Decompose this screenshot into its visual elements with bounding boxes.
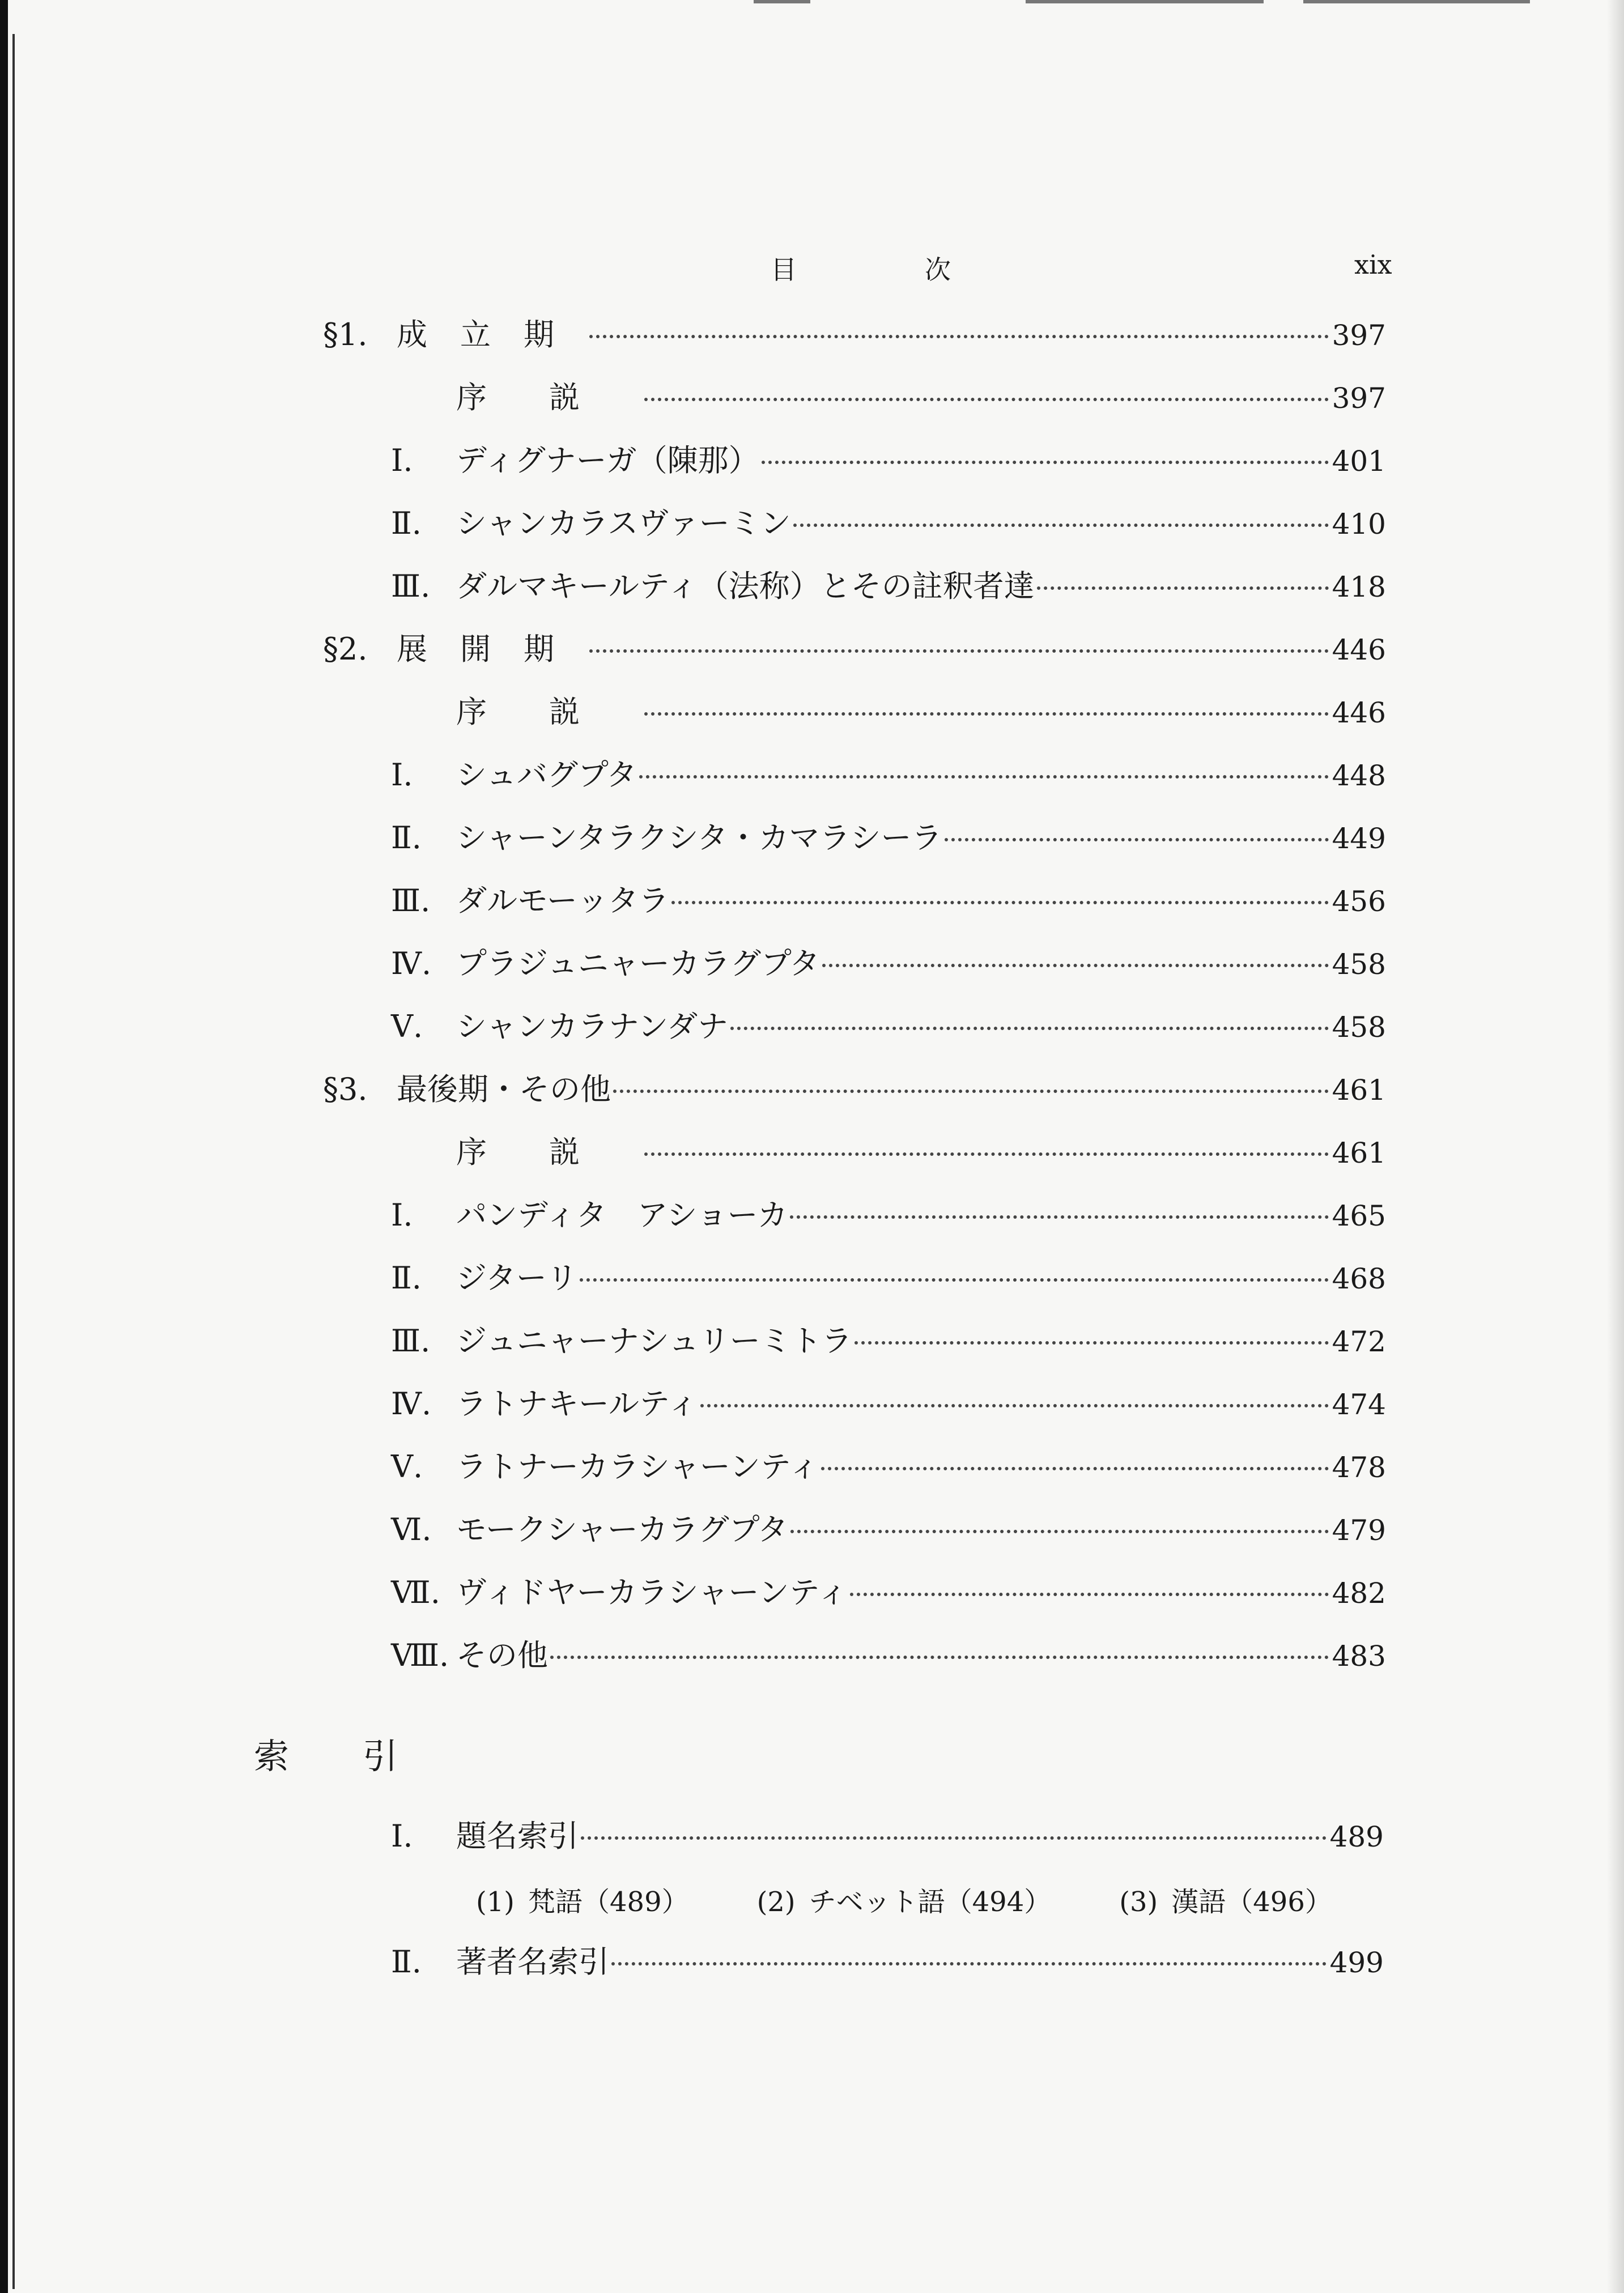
toc-page-number: 461 bbox=[1332, 1074, 1386, 1107]
toc-number: Ⅳ. bbox=[391, 946, 432, 981]
toc-page-number: 465 bbox=[1332, 1199, 1386, 1232]
toc-page-number: 410 bbox=[1332, 508, 1386, 541]
top-mark bbox=[1026, 0, 1264, 3]
toc-page-number: 483 bbox=[1332, 1640, 1386, 1673]
index-subitem[interactable] bbox=[476, 1880, 689, 1919]
subitem-number: (3) bbox=[1119, 1886, 1158, 1918]
toc-number: §2. bbox=[323, 631, 368, 667]
toc-number: Ⅱ. bbox=[391, 1944, 422, 1980]
toc-label: 著者名索引 bbox=[456, 1944, 609, 1980]
toc-row[interactable] bbox=[391, 499, 1386, 543]
dot-leader bbox=[790, 1215, 1328, 1219]
toc-label: シュバグプタ bbox=[456, 757, 637, 793]
toc-page-number: 401 bbox=[1332, 445, 1386, 478]
toc-page-number: 499 bbox=[1329, 1946, 1384, 1979]
toc-row[interactable] bbox=[391, 1254, 1386, 1297]
toc-row[interactable] bbox=[391, 1938, 1384, 1981]
toc-row[interactable] bbox=[391, 436, 1386, 480]
toc-number: Ⅶ. bbox=[391, 1575, 440, 1610]
dot-leader bbox=[790, 1530, 1329, 1533]
toc-number: Ⅳ. bbox=[391, 1386, 432, 1422]
toc-row[interactable] bbox=[391, 814, 1386, 857]
toc-row[interactable] bbox=[391, 1568, 1386, 1612]
toc-page-number: 446 bbox=[1332, 696, 1386, 729]
dot-leader bbox=[611, 1962, 1327, 1966]
dot-leader bbox=[613, 1090, 1329, 1093]
toc-label: プラジュニャーカラグプタ bbox=[456, 946, 820, 981]
toc-page-number: 458 bbox=[1332, 1011, 1386, 1044]
top-mark bbox=[754, 0, 810, 3]
toc-page-number: 418 bbox=[1332, 571, 1386, 603]
toc-label: 序説 bbox=[456, 380, 642, 415]
toc-label: シャンカラナンダナ bbox=[456, 1009, 729, 1044]
dot-leader bbox=[581, 1836, 1327, 1840]
dot-leader bbox=[550, 1656, 1329, 1659]
toc-label: モークシャーカラグプタ bbox=[456, 1512, 788, 1547]
toc-row[interactable] bbox=[391, 1505, 1386, 1549]
toc-number: Ⅱ. bbox=[391, 1260, 422, 1296]
subitem-label: チベット語（494） bbox=[809, 1886, 1052, 1918]
toc-page-number: 456 bbox=[1332, 885, 1386, 918]
dot-leader bbox=[822, 964, 1329, 967]
dot-leader bbox=[639, 775, 1328, 778]
toc-number: Ⅰ. bbox=[391, 1197, 413, 1233]
page-edge-line bbox=[12, 34, 15, 2289]
dot-leader bbox=[1037, 586, 1329, 590]
dot-leader bbox=[730, 1027, 1329, 1030]
dot-leader bbox=[589, 649, 1329, 653]
subitem-label: 梵語（489） bbox=[528, 1886, 689, 1918]
toc-number: Ⅲ. bbox=[391, 568, 431, 604]
dot-leader bbox=[700, 1404, 1329, 1407]
index-heading-char: 索 bbox=[254, 1735, 290, 1777]
toc-number: Ⅰ. bbox=[391, 1818, 413, 1854]
toc-row[interactable] bbox=[391, 939, 1386, 983]
toc-row[interactable] bbox=[391, 751, 1386, 794]
toc-label: ヴィドヤーカラシャーンティ bbox=[456, 1575, 848, 1610]
toc-row[interactable] bbox=[391, 562, 1386, 606]
page-edge bbox=[0, 0, 8, 2293]
toc-row[interactable] bbox=[323, 1065, 1386, 1109]
index-heading-char: 引 bbox=[363, 1735, 398, 1777]
toc-row[interactable] bbox=[391, 1191, 1386, 1235]
toc-page-number: 449 bbox=[1332, 822, 1386, 855]
toc-row[interactable] bbox=[391, 373, 1386, 417]
toc-label: その他 bbox=[456, 1637, 548, 1673]
toc-number: Ⅲ. bbox=[391, 1323, 431, 1359]
dot-leader bbox=[580, 1278, 1329, 1282]
toc-label: 成立期 bbox=[397, 317, 587, 352]
subitem-number: (1) bbox=[476, 1886, 515, 1918]
toc-number: Ⅴ. bbox=[391, 1009, 423, 1044]
dot-leader bbox=[850, 1593, 1328, 1596]
toc-row[interactable] bbox=[391, 688, 1386, 731]
index-heading bbox=[254, 1728, 471, 1779]
index-subitem[interactable] bbox=[1119, 1880, 1332, 1919]
dot-leader bbox=[945, 838, 1329, 841]
toc-label: シャンカラスヴァーミン bbox=[456, 505, 791, 541]
toc-page-number: 474 bbox=[1332, 1388, 1386, 1421]
toc-row[interactable] bbox=[391, 1812, 1384, 1856]
toc-label: ダルモーッタラ bbox=[456, 883, 669, 918]
running-title: 目 次 bbox=[771, 254, 1002, 285]
toc-page-number: 468 bbox=[1332, 1262, 1386, 1295]
toc-label: ラトナキールティ bbox=[456, 1386, 698, 1422]
toc-page-number: 489 bbox=[1329, 1820, 1384, 1853]
dot-leader bbox=[589, 335, 1329, 338]
toc-page-number: 479 bbox=[1332, 1514, 1386, 1547]
dot-leader bbox=[644, 712, 1329, 716]
toc-page-number: 446 bbox=[1332, 633, 1386, 666]
dot-leader bbox=[854, 1341, 1329, 1345]
toc-row[interactable] bbox=[391, 1631, 1386, 1675]
dot-leader bbox=[821, 1467, 1328, 1470]
toc-label: 序説 bbox=[456, 694, 642, 730]
toc-label: パンディタ アショーカ bbox=[456, 1197, 788, 1233]
folio: xix bbox=[1354, 249, 1392, 280]
toc-page-number: 458 bbox=[1332, 948, 1386, 981]
dot-leader bbox=[671, 901, 1329, 904]
top-mark bbox=[1303, 0, 1530, 3]
subitem-label: 漢語（496） bbox=[1171, 1886, 1332, 1918]
toc-label: 展開期 bbox=[397, 631, 587, 667]
index-subitem[interactable] bbox=[757, 1880, 1052, 1919]
toc-page-number: 461 bbox=[1332, 1137, 1386, 1169]
toc-label: ラトナーカラシャーンティ bbox=[456, 1449, 819, 1484]
toc-label: ジュニャーナシュリーミトラ bbox=[456, 1323, 852, 1359]
toc-page-number: 482 bbox=[1332, 1577, 1386, 1610]
toc-label: 序説 bbox=[456, 1134, 642, 1170]
toc-page-number: 397 bbox=[1332, 319, 1386, 352]
toc-row[interactable] bbox=[391, 1380, 1386, 1423]
toc-label: ダルマキールティ（法称）とその註釈者達 bbox=[456, 568, 1035, 604]
toc-label: ディグナーガ（陳那） bbox=[456, 443, 759, 478]
toc-page-number: 397 bbox=[1332, 382, 1386, 415]
toc-row[interactable] bbox=[391, 877, 1386, 920]
toc-number: Ⅰ. bbox=[391, 443, 413, 478]
toc-label: シャーンタラクシタ・カマラシーラ bbox=[456, 820, 942, 856]
dot-leader bbox=[644, 1152, 1329, 1156]
toc-number: Ⅷ. bbox=[391, 1637, 449, 1673]
index-subitems bbox=[476, 1880, 1400, 1919]
toc-number: Ⅰ. bbox=[391, 757, 413, 793]
toc-label: ジターリ bbox=[456, 1260, 577, 1296]
toc-number: Ⅲ. bbox=[391, 883, 431, 918]
toc-page-number: 478 bbox=[1332, 1451, 1386, 1484]
toc-number: Ⅴ. bbox=[391, 1449, 423, 1484]
subitem-number: (2) bbox=[756, 1886, 796, 1918]
toc-number: §3. bbox=[323, 1071, 368, 1107]
dot-leader bbox=[762, 461, 1329, 464]
dot-leader bbox=[793, 524, 1329, 527]
toc-row[interactable] bbox=[391, 1002, 1386, 1046]
toc-number: Ⅱ. bbox=[391, 820, 422, 856]
toc-page-number: 472 bbox=[1332, 1325, 1386, 1358]
toc-row[interactable] bbox=[391, 1443, 1386, 1486]
toc-number: §1. bbox=[323, 317, 368, 352]
toc-number: Ⅱ. bbox=[391, 505, 422, 541]
toc-number: Ⅵ. bbox=[391, 1512, 432, 1547]
toc-row[interactable] bbox=[323, 310, 1386, 354]
toc-label: 最後期・その他 bbox=[397, 1071, 611, 1107]
toc-row[interactable] bbox=[323, 625, 1386, 669]
toc-row[interactable] bbox=[391, 1317, 1386, 1360]
toc-row[interactable] bbox=[391, 1128, 1386, 1172]
page-shadow bbox=[1607, 0, 1624, 2293]
dot-leader bbox=[644, 398, 1329, 401]
toc-label: 題名索引 bbox=[456, 1818, 579, 1854]
toc-page-number: 448 bbox=[1332, 759, 1386, 792]
